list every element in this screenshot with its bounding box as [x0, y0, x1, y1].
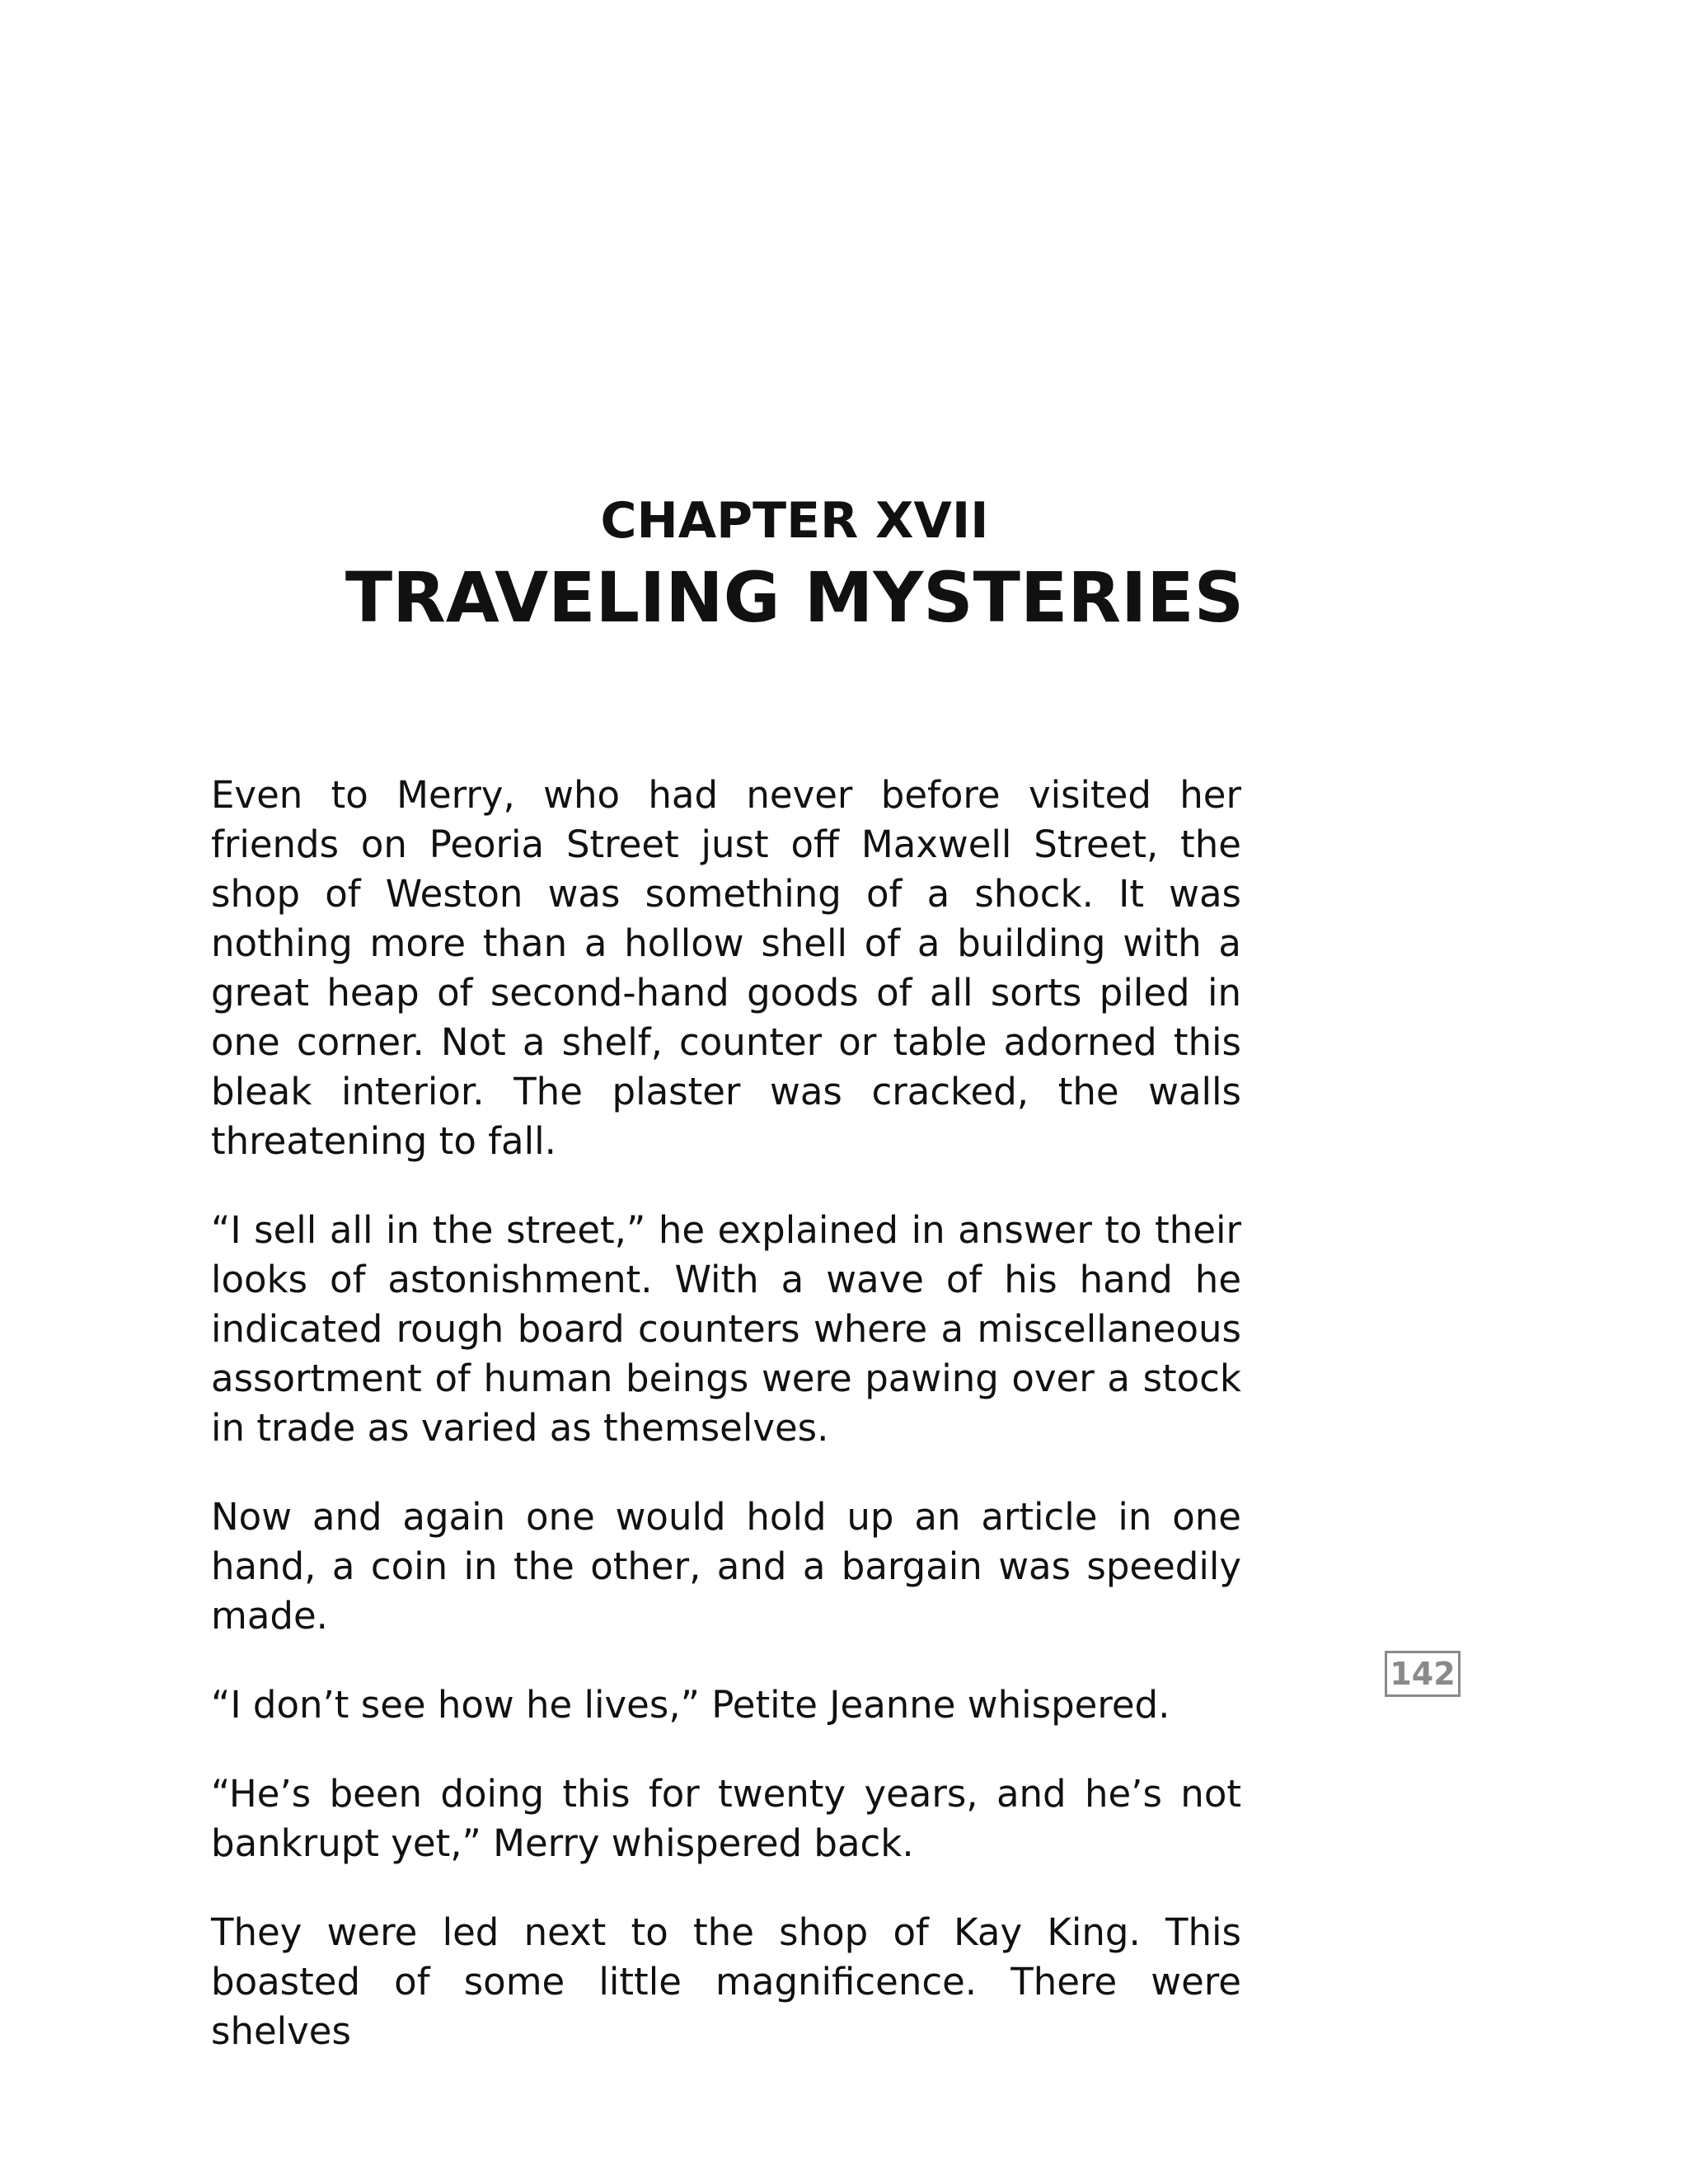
paragraph: “I sell all in the street,” he explained in answer to their looks of astonishment. With a wave of his hand he indicated rough board counters where a miscellaneous assortment of human beings were pawing over a stock in trade as varied as themselves. — [211, 1208, 1241, 1450]
chapter-number: CHAPTER XVII — [600, 492, 989, 550]
paragraph: “I don’t see how he lives,” Petite Jeanne whispered. — [211, 1683, 1170, 1727]
page-number: 142 — [1385, 1651, 1461, 1697]
chapter-body — [211, 771, 1241, 2096]
paragraph: “He’s been doing this for twenty years, and he’s not bankrupt yet,” Merry whispered back. — [211, 1772, 1241, 1865]
paragraph: Even to Merry, who had never before visited her friends on Peoria Street just off Maxwell Street, the shop of Weston was something of a shock. It was nothing more than a hollow shell of a building with a great heap of second-hand goods of all sorts piled in one corner. Not a shelf, counter or table adorned this bleak interior. The plaster was cracked, the walls threatening to fall. — [211, 773, 1241, 1163]
paragraph: They were led next to the shop of Kay King. This boasted of some little magnificence. There were shelves — [211, 1910, 1241, 2053]
chapter-title: TRAVELING MYSTERIES — [345, 557, 1245, 638]
paragraph: Now and again one would hold up an article in one hand, a coin in the other, and a bargain was speedily made. — [211, 1495, 1241, 1638]
